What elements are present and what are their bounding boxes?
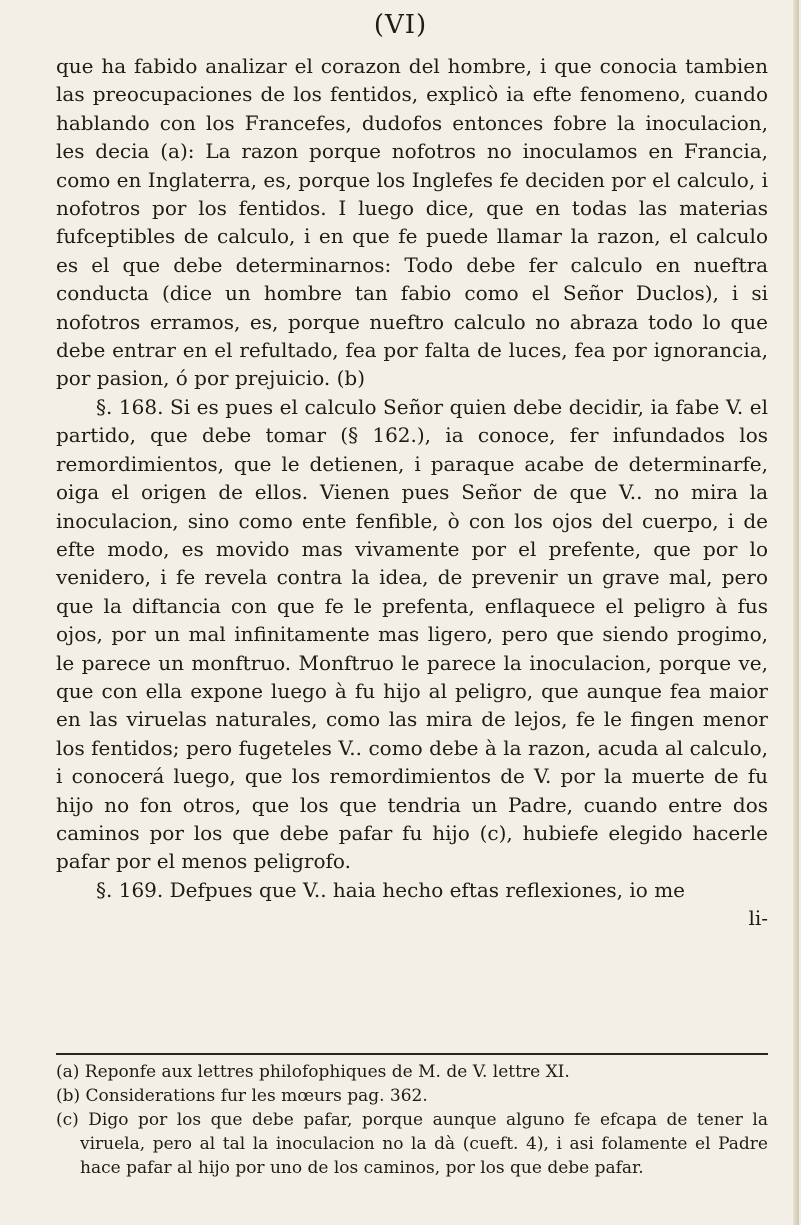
footnotes: [56, 1060, 768, 1180]
footnote-a: (a) Reponfe aux lettres philofophiques de M. de V. lettre XI.: [56, 1062, 570, 1082]
footnote-c: (c) Digo por los que debe pafar, porque aunque alguno fe efcapa de tener la viruela, pero al tal la inoculacion no la dà (cueft. 4), i asi folamente el Padre hace pafar al hijo por uno de los caminos, por los que debe pafar.: [56, 1110, 768, 1178]
main-text: [56, 52, 768, 933]
page-edge: [793, 0, 799, 1225]
paragraph-2: §. 168. Si es pues el calculo Señor quien debe decidir, ia fabe V. el partido, que debe tomar (§ 162.), ia conoce, fer infundados los remordimientos, que le detienen, i paraque acabe de determinarfe, oiga el origen de ellos. Vienen pues Señor de que V.. no mira la inoculacion, sino como ente fenfible, ò con los ojos del cuerpo, i de efte modo, es movido mas vivamente por el prefente, que por lo venidero, i fe revela contra la idea, de prevenir un grave mal, pero que la diftancia con que fe le prefenta, enflaquece el peligro à fus ojos, por un mal infinitamente mas ligero, pero que siendo progimo, le parece un monftruo. Monftruo le parece la inoculacion, porque ve, que con ella expone luego à fu hijo al peligro, que aunque fea maior en las viruelas naturales, como las mira de lejos, fe le fingen menor los fentidos; pero fugeteles V.. como debe à la razon, acuda al calculo, i conocerá luego, que los remordimientos de V. por la muerte de fu hijo no fon otros, que los que tendria un Padre, cuando entre dos caminos por los que debe pafar fu hijo (c), hubiefe elegido hacerle pafar por el menos peligrofo.: [56, 394, 768, 874]
paragraph-3: §. 169. Defpues que V.. haia hecho eftas reflexiones, io me: [96, 877, 685, 902]
paragraph-1: que ha fabido analizar el corazon del hombre, i que conocia tambien las preocupaciones de los fentidos, explicò ia efte fenomeno, cuando hablando con los Francefes, dudofos entonces fobre la inoculacion, les decia (a): La razon porque nofotros no inoculamos en Francia, como en Inglaterra, es, porque los Inglefes fe deciden por el calculo, i nofotros por los fentidos. I luego dice, que en todas las materias fufceptibles de calculo, i en que fe puede llamar la razon, el calculo es el que debe determinarnos: Todo debe fer calculo en nueftra conducta (dice un hombre tan fabio como el Señor Duclos), i si nofotros erramos, es, porque nueftro calculo no abraza todo lo que debe entrar en el refultado, fea por falta de luces, fea por ignorancia, por pasion, ó por prejuicio. (b): [56, 54, 768, 391]
catchword: li-: [748, 906, 768, 931]
footnote-b: (b) Considerations fur les mœurs pag. 362.: [56, 1086, 428, 1106]
footnote-rule: [56, 1053, 768, 1055]
page-number: (VI): [373, 10, 428, 40]
